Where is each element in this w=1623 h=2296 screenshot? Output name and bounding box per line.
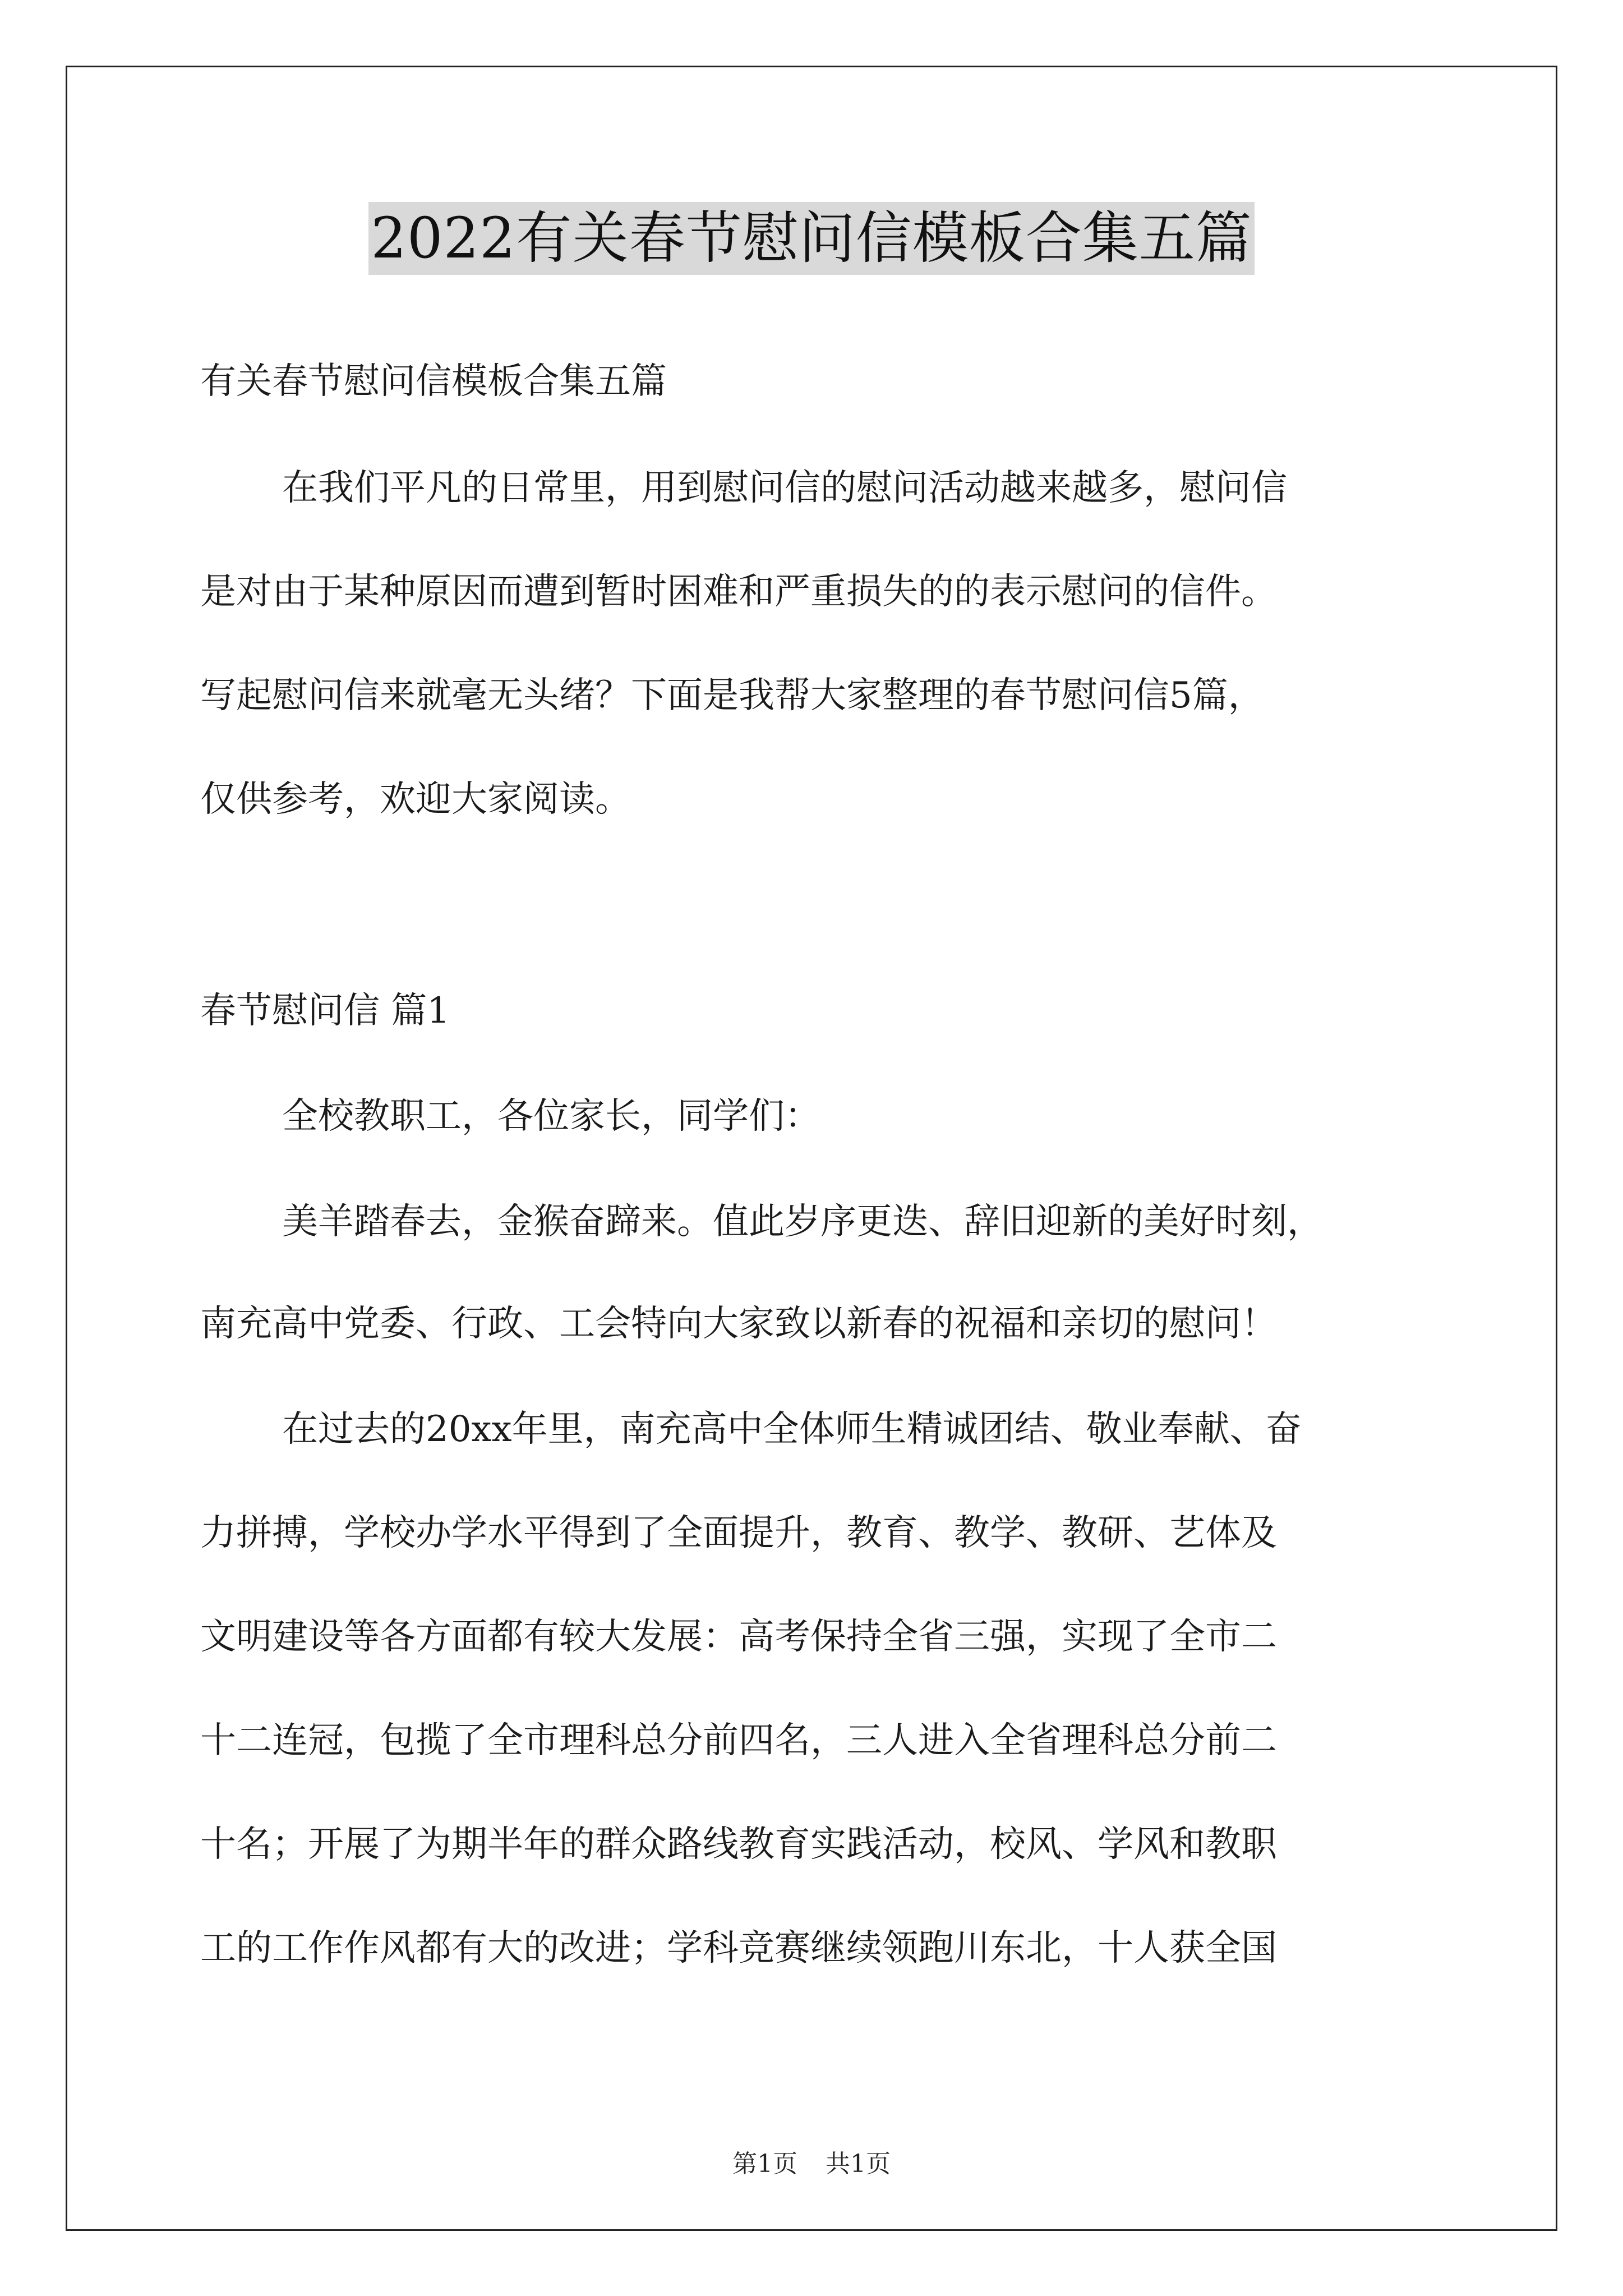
paragraph-line: 十二连冠，包揽了全市理科总分前四名，三人进入全省理科总分前二 [200,1720,1277,1761]
paragraph-line: 美羊踏春去，金猴奋蹄来。值此岁序更迭、辞旧迎新的美好时刻， [282,1201,1323,1243]
intro-line: 仅供参考，欢迎大家阅读。 [200,779,631,820]
letter-salutation: 全校教职工，各位家长，同学们： [282,1096,820,1137]
page-footer [0,2148,1623,2180]
document-title: 2022有关春节慰问信模板合集五篇 [368,202,1255,275]
paragraph-line: 力拼搏，学校办学水平得到了全面提升，教育、教学、教研、艺体及 [200,1512,1277,1554]
paragraph-line: 在过去的20xx年里，南充高中全体师生精诚团结、敬业奉献、奋 [282,1409,1302,1450]
paragraph-line: 南充高中党委、行政、工会特向大家致以新春的祝福和亲切的慰问！ [200,1303,1277,1345]
intro-line: 在我们平凡的日常里，用到慰问信的慰问活动越来越多，慰问信 [282,467,1287,509]
section-heading: 春节慰问信 篇1 [200,990,450,1032]
paragraph-line: 十名；开展了为期半年的群众路线教育实践活动，校风、学风和教职 [200,1824,1277,1865]
page-number-total: 共1页 [826,2150,891,2178]
page-number-current: 第1页 [732,2150,797,2178]
title-container [0,202,1623,275]
intro-line: 写起慰问信来就毫无头绪？下面是我帮大家整理的春节慰问信5篇， [200,675,1264,716]
intro-line: 是对由于某种原因而遭到暂时困难和严重损失的的表示慰问的信件。 [200,571,1277,613]
document-subtitle: 有关春节慰问信模板合集五篇 [200,361,667,402]
paragraph-line: 文明建设等各方面都有较大发展：高考保持全省三强，实现了全市二 [200,1616,1277,1658]
paragraph-line: 工的工作作风都有大的改进；学科竞赛继续领跑川东北，十人获全国 [200,1927,1277,1969]
